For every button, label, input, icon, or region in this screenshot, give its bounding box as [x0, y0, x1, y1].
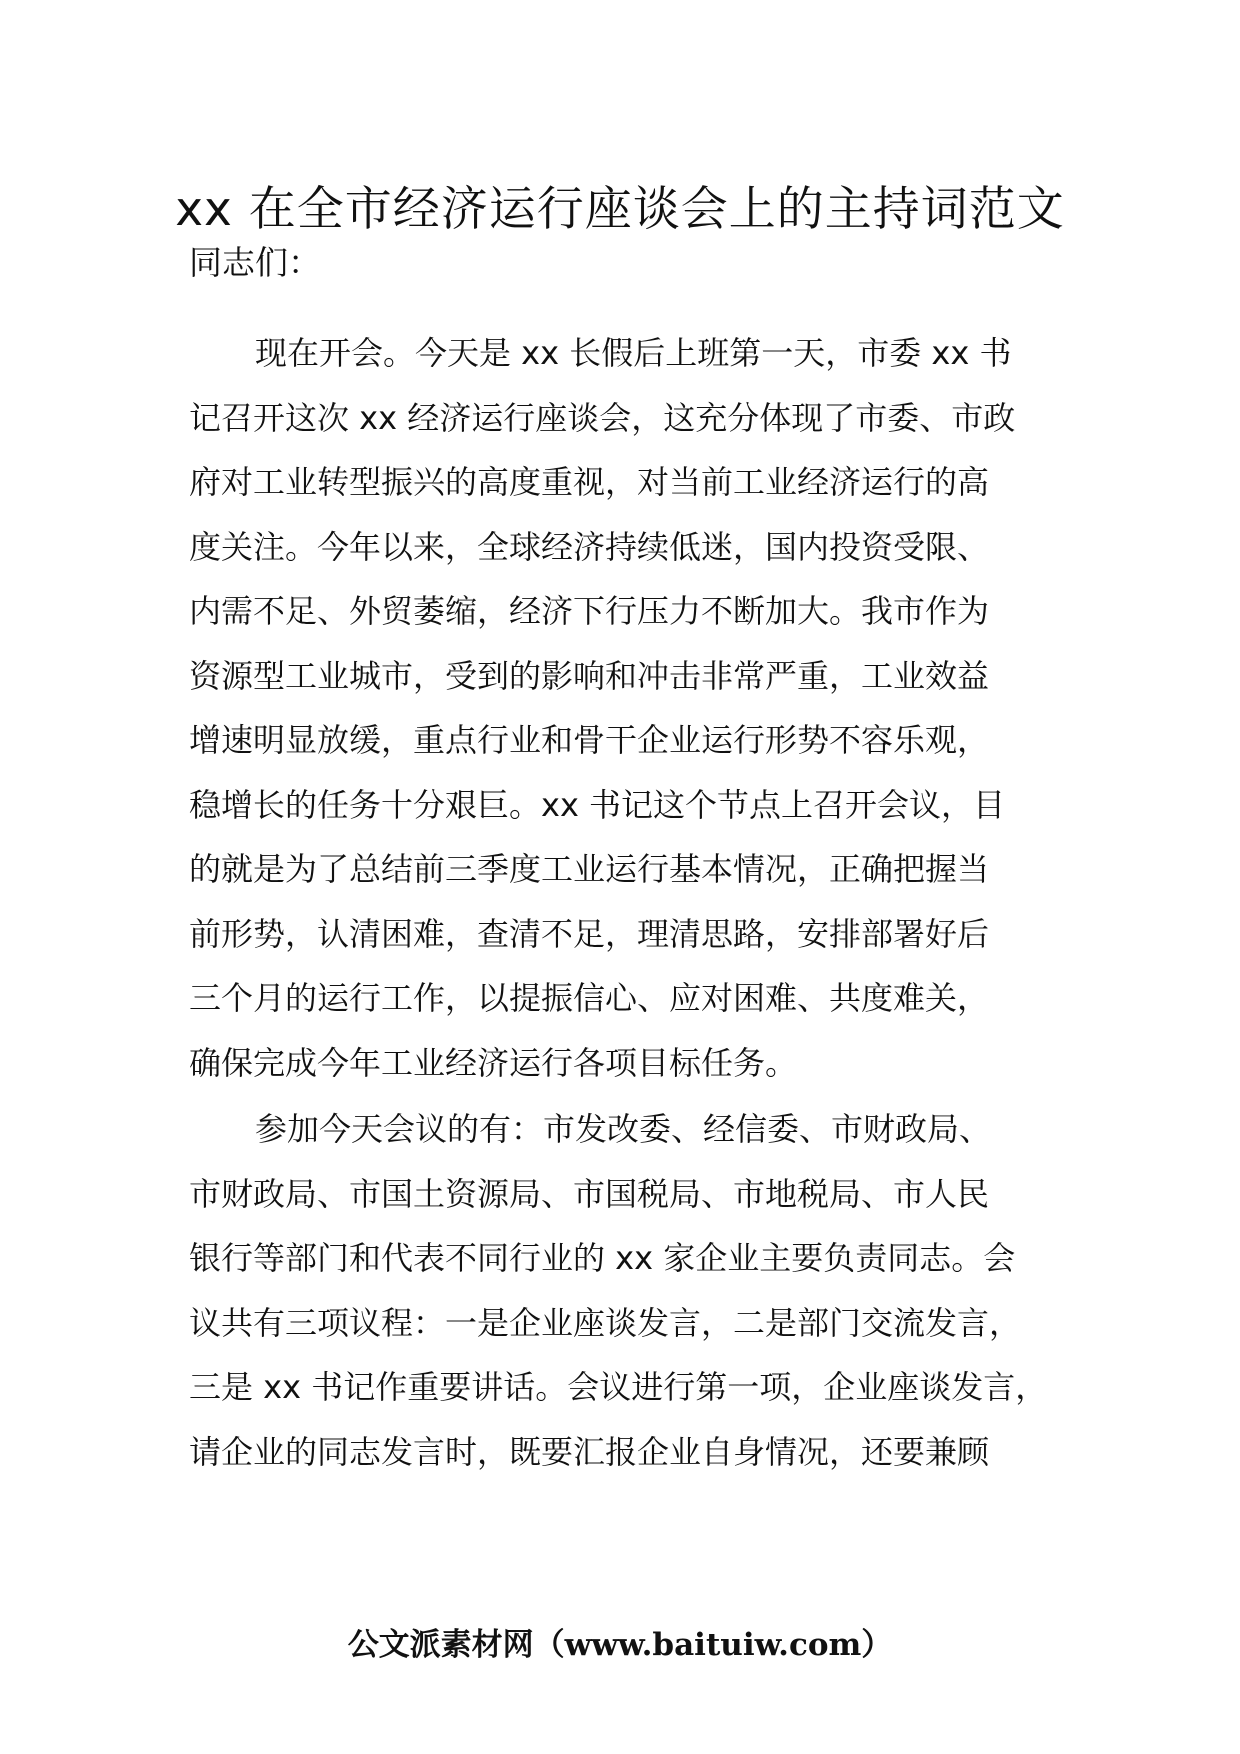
document-title: xx 在全市经济运行座谈会上的主持词范文 [175, 182, 1065, 237]
paragraph-line: 确保完成今年工业经济运行各项目标任务。 [189, 1043, 798, 1082]
paragraph-line: 资源型工业城市，受到的影响和冲击非常严重，工业效益 [189, 656, 990, 695]
salutation: 同志们： [189, 243, 321, 282]
paragraph-line: 现在开会。今天是 xx 长假后上班第一天，市委 xx 书 [255, 334, 1012, 372]
paragraph-line: 稳增长的任务十分艰巨。xx 书记这个节点上召开会议，目 [189, 785, 1006, 824]
paragraph-attendees [189, 1104, 1069, 1491]
paragraph-line: 议共有三项议程：一是企业座谈发言，二是部门交流发言， [189, 1303, 1022, 1342]
paragraph-line: 市财政局、市国土资源局、市国税局、市地税局、市人民 [189, 1174, 990, 1213]
paragraph-opening [189, 328, 1069, 1102]
paragraph-line: 度关注。今年以来，全球经济持续低迷，国内投资受限、 [189, 527, 990, 566]
paragraph-line: 银行等部门和代表不同行业的 xx 家企业主要负责同志。会 [189, 1239, 1016, 1277]
footer-source: 公文派素材网（www.baituiw.com） [347, 1627, 893, 1663]
paragraph-line: 内需不足、外贸萎缩，经济下行压力不断加大。我市作为 [189, 592, 990, 630]
paragraph-line: 三是 xx 书记作重要讲话。会议进行第一项，企业座谈发言， [189, 1368, 1048, 1406]
paragraph-line: 记召开这次 xx 经济运行座谈会，这充分体现了市委、市政 [189, 398, 1016, 437]
paragraph-line: 府对工业转型振兴的高度重视，对当前工业经济运行的高 [189, 463, 990, 501]
paragraph-line: 前形势，认清困难，查清不足，理清思路，安排部署好后 [189, 914, 990, 953]
paragraph-line: 三个月的运行工作，以提振信心、应对困难、共度难关， [189, 979, 990, 1017]
paragraph-line: 参加今天会议的有：市发改委、经信委、市财政局、 [255, 1110, 992, 1148]
paragraph-line: 增速明显放缓，重点行业和骨干企业运行形势不容乐观， [189, 721, 990, 759]
paragraph-line: 的就是为了总结前三季度工业运行基本情况，正确把握当 [189, 850, 990, 888]
paragraph-line: 请企业的同志发言时，既要汇报企业自身情况，还要兼顾 [189, 1432, 990, 1471]
